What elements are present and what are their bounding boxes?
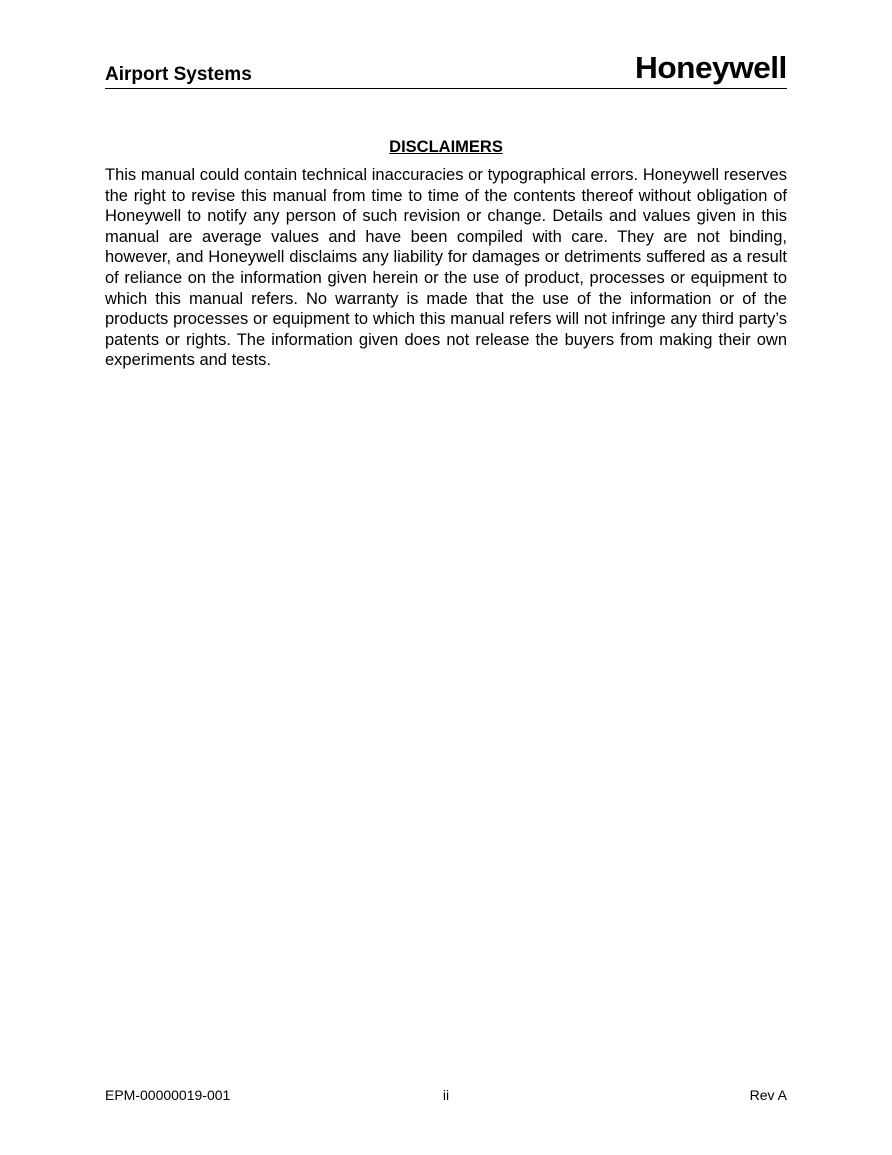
page-header [105, 48, 787, 89]
footer-revision: Rev A [749, 1087, 787, 1103]
header-section-title: Airport Systems [105, 64, 252, 85]
disclaimer-paragraph: This manual could contain technical inaccuracies or typographical errors. Honeywell reserves the right to revise this manual from time to time of the contents thereof without obligation of Honeywell to notify any person of such revision or change. Details and values given in this manual are average values and have been compiled with care. They are not binding, however, and Honeywell disclaims any liability for damages or detriments suffered as a result of reliance on the information given herein or the use of product, processes or equipment to which this manual refers. No warranty is made that the use of the information or of the products processes or equipment to which this manual refers will not infringe any third party’s patents or rights. The information given does not release the buyers from making their own experiments and tests. [105, 166, 787, 370]
disclaimers-heading: DISCLAIMERS [389, 138, 503, 156]
footer-document-number: EPM-00000019-001 [105, 1087, 231, 1103]
honeywell-logo: Honeywell [635, 50, 787, 85]
footer-page-number: ii [442, 1087, 450, 1103]
page-footer [105, 1086, 787, 1106]
